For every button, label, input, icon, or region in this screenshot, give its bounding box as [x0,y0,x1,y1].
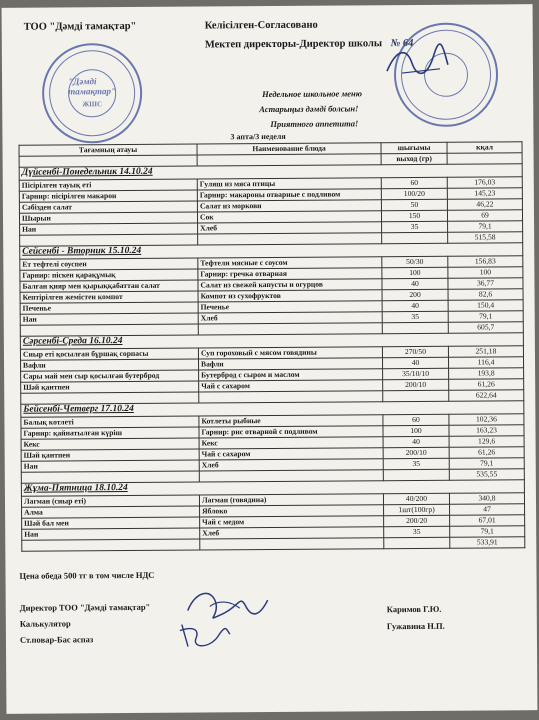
dish-yield: 200 [382,289,448,300]
dish-name-ru: Гарнир: макароны отварные с подливом [197,189,381,201]
col-header-ru: Наименование блюда [197,143,381,155]
day-name: Бейсенбі-Четверг 17.10.24 [21,401,524,418]
col-header-yield-ru: выход (гр) [381,153,447,164]
dish-name-kz: Кептірілген жемістен компот [20,291,198,303]
dish-yield: 200/10 [383,447,449,458]
dish-name-ru: Бутерброд с сыром и маслом [199,369,383,381]
dish-kcal: 79,1 [448,221,523,233]
empty-cell [382,232,448,243]
day-total: 535,55 [449,469,524,481]
dish-yield: 35 [383,458,449,469]
dish-name-ru: Суп гороховый с мясом говядины [198,347,382,359]
dish-name-ru: Печенье [198,301,382,313]
dish-yield: 35 [382,221,448,232]
dish-name-ru: Чай с сахаром [199,380,383,392]
dish-kcal: 36,77 [448,278,523,290]
day-name: Сейсенбі - Вторник 15.10.24 [20,243,523,260]
dish-yield: 40 [382,300,448,311]
dish-name-kz: Балған қияр мен қырыққабаттан салат [20,280,198,292]
dish-name-kz: Шәй бал мен [22,517,200,529]
dish-name-ru: Гуляш из мяса птицы [197,178,381,190]
dish-name-ru: Салат из свежей капусты и огурцов [198,279,382,291]
dish-yield: 200/20 [384,515,450,526]
dish-kcal: 79,1 [448,311,523,323]
day-total: 622,64 [449,390,524,402]
dish-yield: 50 [381,199,447,210]
dish-name-kz: Балық котлеті [21,416,199,428]
dish-kcal: 79,1 [450,526,525,538]
title-line-2: Астарыңыз дәмді болсын! [259,103,359,115]
dish-name-ru: Хлеб [199,459,383,471]
dish-name-kz: Алма [22,506,200,518]
dish-kcal: 116,4 [448,357,523,369]
director-signatory: Директор ТОО "Дәмді тамақтар" [19,601,151,613]
dish-name-kz: Лагман (сиыр еті) [21,495,199,507]
dish-name-ru: Компот из сухофруктов [198,290,382,302]
dish-name-ru: Чай с медом [200,516,384,528]
dish-kcal: 163,23 [449,425,524,437]
dish-kcal: 129,6 [449,436,524,448]
dish-kcal: 102,36 [449,414,524,426]
dish-name-ru: Котлеты рыбные [199,415,383,427]
col-header-yield: шығымы [381,142,447,153]
day-total: 605,7 [448,322,523,334]
price-note: Цена обеда 500 тг в том числе НДС [19,569,155,581]
dish-yield: 40 [382,357,448,368]
day-total-row [22,537,525,552]
dish-name-ru: Сок [197,211,381,223]
stamp-suffix: ЖШС [82,100,103,109]
dish-kcal: 145,23 [447,188,522,200]
dish-name-kz: Нан [22,528,200,540]
empty-cell [200,538,384,550]
dish-name-ru: Гарнир: гречка отварная [198,268,382,280]
dish-yield: 35/10/10 [383,368,449,379]
stamp-center-text: "Дәмді тамақтар" [68,76,117,97]
dish-kcal: 67,01 [450,515,525,527]
day-total: 515,58 [448,232,523,244]
dish-kcal: 176,03 [447,177,522,189]
dish-kcal: 251,18 [448,346,523,358]
week-label: 3 апта/3 неделя [230,131,286,142]
dish-kcal: 193,8 [449,368,524,380]
dish-yield: 60 [383,414,449,425]
day-total: 533,91 [450,537,525,549]
signatory-name-1: Каримов Г.Ю. [386,603,442,615]
signatory-name-2: Гужавина Н.П. [386,620,445,632]
dish-kcal: 61,26 [449,379,524,391]
empty-cell [383,390,449,401]
dish-name-ru: Хлеб [200,527,384,539]
empty-cell [384,537,450,548]
dish-kcal: 340,8 [449,493,524,505]
dish-name-kz: Шәй қантпен [21,381,199,393]
dish-name-kz: Вафли [21,359,199,371]
title-line-3: Приятного аппетита! [270,118,359,129]
dish-kcal: 47 [450,504,525,516]
dish-name-kz: Шырын [19,212,197,224]
dish-name-kz: Сиыр еті қосылған бұршақ сорпасы [20,348,198,360]
cook-signatory: Ст.повар-Бас аспаз [19,634,94,645]
dish-name-kz: Нан [20,313,198,325]
empty-cell [383,469,449,480]
dish-yield: 35 [382,311,448,322]
empty-cell [382,322,448,333]
dish-name-ru: Яблоко [200,505,384,517]
dish-yield: 40 [382,278,448,289]
company-stamp [42,43,143,144]
dish-name-ru: Хлеб [198,222,382,234]
dish-kcal: 69 [447,210,522,222]
day-name: Сәрсенбі-Среда 16.10.24 [20,333,523,350]
dish-name-ru: Салат из моркови [197,200,381,212]
empty-cell [22,539,200,551]
dish-name-ru: Вафли [198,358,382,370]
dish-yield: 270/50 [382,346,448,357]
dish-name-ru: Тефтели мясные с соусом [198,257,382,269]
dish-name-kz: Нан [21,460,199,472]
dish-yield: 100 [383,425,449,436]
title-line-1: Недельное школьное меню [262,88,362,100]
dish-kcal: 61,26 [449,447,524,459]
dish-kcal: 100 [448,267,523,279]
dish-name-ru: Лагман (говядина) [199,494,383,506]
menu-table [18,141,525,552]
dish-name-kz: Гарнир: піскен қарақұмық [20,269,198,281]
dish-yield: 50/30 [382,256,448,267]
dish-yield: 150 [381,210,447,221]
col-header-kz: Тағамның атауы [19,144,197,156]
day-name: Дүйсенбі-Понедельник 14.10.24 [19,164,522,181]
dish-name-ru: Хлеб [198,312,382,324]
dish-yield: 40/200 [383,493,449,504]
dish-yield: 1шт(100гр) [384,504,450,515]
dish-name-kz: Гарнир: пісірілген макарон [19,190,197,202]
dish-name-kz: Ет тефтелі соуспен [20,258,198,270]
dish-name-ru: Кекс [199,437,383,449]
dish-name-kz: Печенье [20,302,198,314]
dish-name-kz: Кекс [21,438,199,450]
dish-kcal: 150,4 [448,300,523,312]
dish-name-ru: Чай с сахаром [199,448,383,460]
approval-label: Келісілген-Согласовано [204,19,318,32]
dish-name-kz: Гарнир: қайнатылған күріш [21,427,199,439]
dish-yield: 35 [384,526,450,537]
dish-name-kz: Нан [20,223,198,235]
company-name: ТОО "Дәмді тамақтар" [23,20,137,33]
dish-name-kz: Шәй қантпен [21,449,199,461]
dish-kcal: 46,22 [447,199,522,211]
director-title: Мектеп директоры-Директор школы [204,38,383,51]
dish-kcal: 82,6 [448,289,523,301]
col-header-price: кқал [447,142,522,154]
dish-name-ru: Гарнир: рис отварной с подливом [199,426,383,438]
dish-yield: 200/10 [383,379,449,390]
dish-yield: 100/20 [381,188,447,199]
calculator-signatory: Калькулятор [19,618,71,629]
school-director-signature [382,43,452,83]
dish-yield: 60 [381,177,447,188]
menu-document [2,4,538,714]
dish-name-kz: Пісірілген тауық еті [19,179,197,191]
dish-yield: 100 [382,267,448,278]
dish-name-kz: Сары май мен сыр қосылған бутерброд [21,370,199,382]
school-number: № 64 [390,37,414,50]
dish-name-kz: Сәбізден салат [19,201,197,213]
dish-kcal: 156,83 [448,256,523,268]
cook-signature [174,618,234,652]
day-name: Жұма-Пятница 18.10.24 [21,480,524,497]
dish-yield: 40 [383,436,449,447]
dish-kcal: 79,1 [449,458,524,470]
